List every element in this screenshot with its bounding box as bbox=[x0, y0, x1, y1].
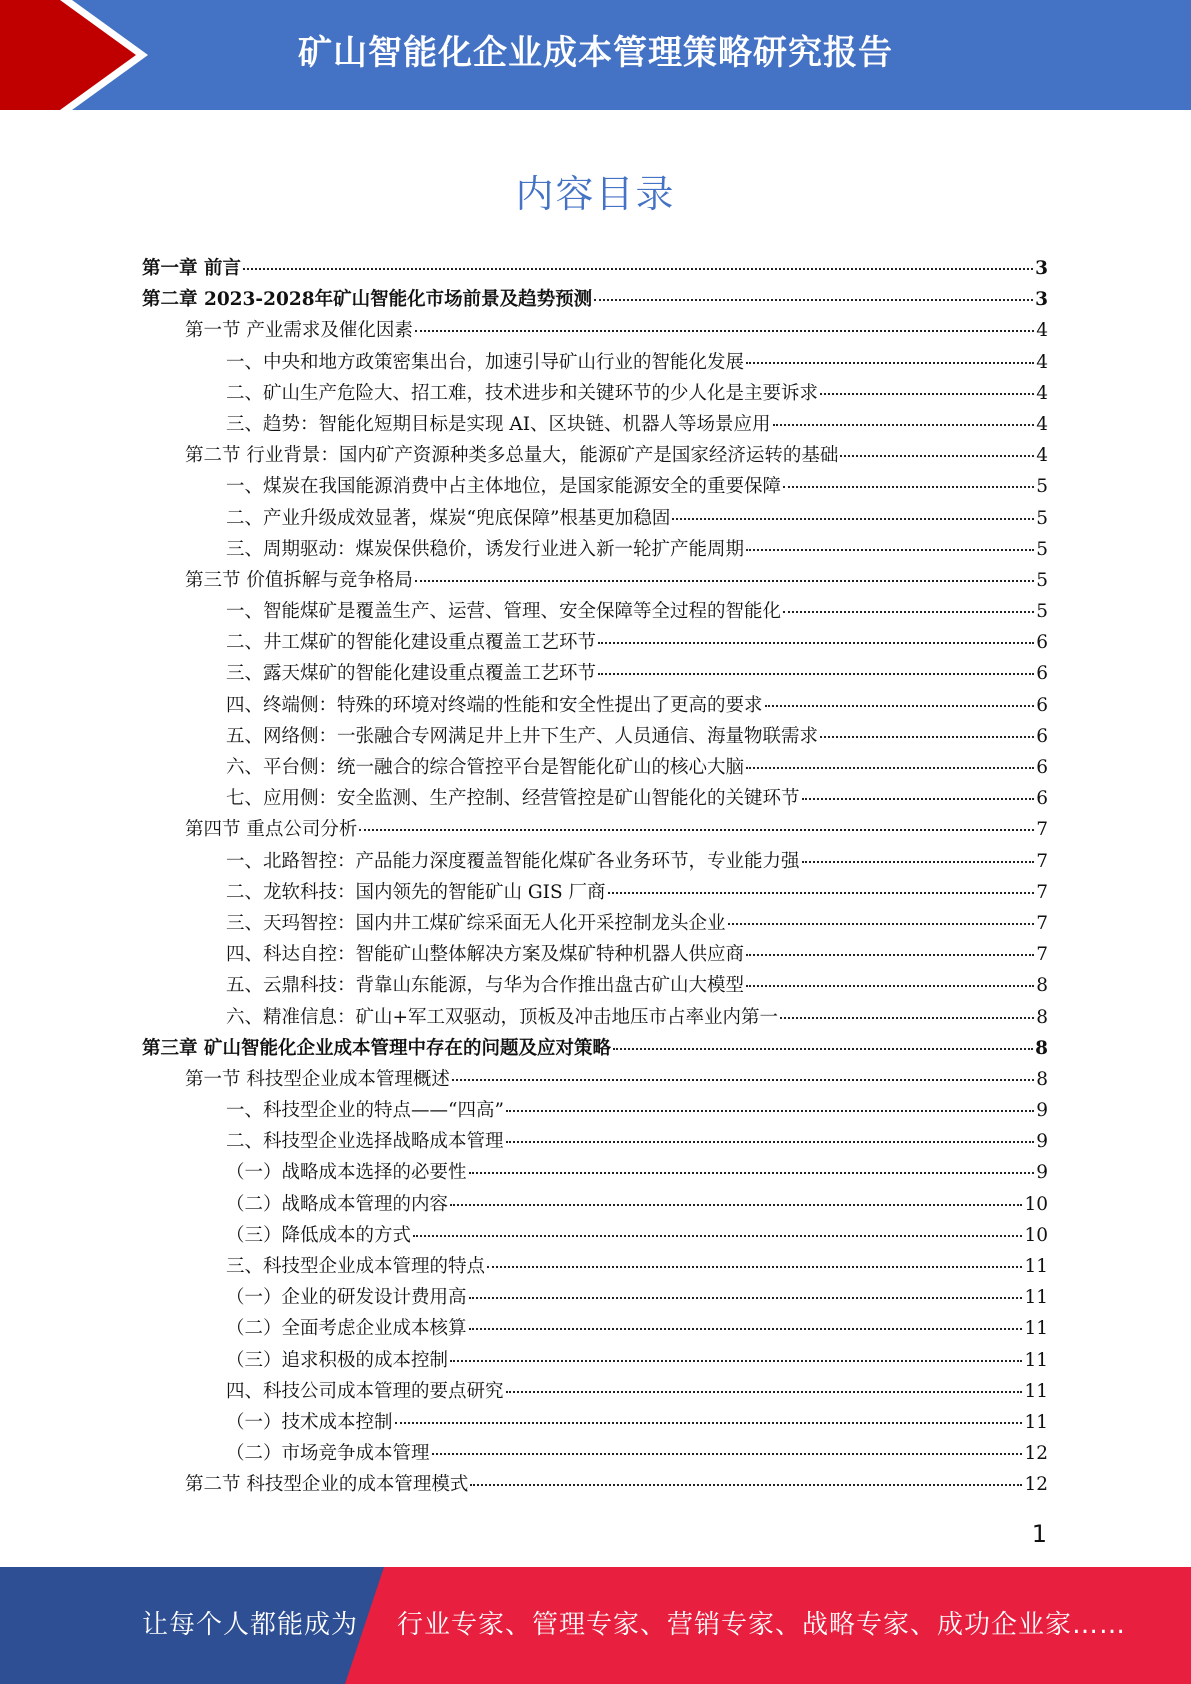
toc-entry[interactable] bbox=[142, 1064, 1048, 1095]
toc-entry-page: 5 bbox=[1036, 538, 1048, 560]
toc-dot-leader bbox=[469, 1327, 1023, 1330]
toc-entry-page: 4 bbox=[1036, 413, 1048, 435]
toc-dot-leader bbox=[450, 1203, 1022, 1206]
toc-entry-title: 第二节 行业背景：国内矿产资源种类多总量大，能源矿产是国家经济运转的基础 bbox=[185, 445, 839, 467]
toc-dot-leader bbox=[746, 984, 1034, 987]
toc-dot-leader bbox=[469, 1296, 1023, 1299]
toc-entry-title: 一、北路智控：产品能力深度覆盖智能化煤矿各业务环节，专业能力强 bbox=[226, 850, 800, 872]
toc-entry[interactable] bbox=[142, 846, 1048, 877]
toc-entry[interactable] bbox=[142, 347, 1048, 378]
toc-entry-page: 7 bbox=[1036, 819, 1048, 841]
toc-entry-page: 6 bbox=[1036, 632, 1048, 654]
toc-entry[interactable] bbox=[142, 503, 1048, 534]
toc-entry-title: 第一节 产业需求及催化因素 bbox=[185, 320, 413, 342]
toc-entry-page: 4 bbox=[1036, 320, 1048, 342]
toc-entry-title: 第一章 前言 bbox=[142, 258, 241, 279]
toc-entry[interactable] bbox=[142, 1282, 1048, 1313]
toc-entry[interactable] bbox=[142, 814, 1048, 845]
toc-entry-page: 6 bbox=[1036, 694, 1048, 716]
toc-entry-title: 五、网络侧：一张融合专网满足井上井下生产、人员通信、海量物联需求 bbox=[226, 725, 819, 747]
toc-dot-leader bbox=[746, 548, 1034, 551]
toc-dot-leader bbox=[746, 766, 1034, 769]
toc-entry-title: （二）市场竞争成本管理 bbox=[226, 1443, 430, 1465]
toc-entry-title: 一、智能煤矿是覆盖生产、运营、管理、安全保障等全过程的智能化 bbox=[226, 601, 782, 623]
toc-entry-page: 8 bbox=[1036, 975, 1048, 997]
toc-entry-title: 四、科达自控：智能矿山整体解决方案及煤矿特种机器人供应商 bbox=[226, 944, 745, 966]
toc-entry-page: 9 bbox=[1036, 1100, 1048, 1122]
toc-entry[interactable] bbox=[142, 565, 1048, 596]
toc-entry-title: 四、终端侧：特殊的环境对终端的性能和安全性提出了更高的要求 bbox=[226, 694, 763, 716]
toc-entry-page: 6 bbox=[1036, 788, 1048, 810]
toc-dot-leader bbox=[802, 797, 1035, 800]
toc-entry[interactable] bbox=[142, 471, 1048, 502]
toc-entry-page: 9 bbox=[1036, 1131, 1048, 1153]
toc-entry[interactable] bbox=[142, 1126, 1048, 1157]
toc-entry[interactable] bbox=[142, 970, 1048, 1001]
toc-entry-page: 7 bbox=[1036, 912, 1048, 934]
toc-entry[interactable] bbox=[142, 690, 1048, 721]
page-footer bbox=[0, 1567, 1191, 1684]
toc-entry-page: 10 bbox=[1024, 1193, 1048, 1215]
toc-dot-leader bbox=[594, 298, 1033, 301]
toc-entry[interactable] bbox=[142, 752, 1048, 783]
toc-entry[interactable] bbox=[142, 1095, 1048, 1126]
toc-entry-page: 5 bbox=[1036, 507, 1048, 529]
toc-dot-leader bbox=[506, 1140, 1035, 1143]
toc-entry-page: 6 bbox=[1036, 663, 1048, 685]
toc-dot-leader bbox=[243, 267, 1033, 270]
toc-entry-title: 一、中央和地方政策密集出台，加速引导矿山行业的智能化发展 bbox=[226, 351, 745, 373]
toc-entry-title: （三）追求积极的成本控制 bbox=[226, 1349, 449, 1371]
toc-entry-title: （一）技术成本控制 bbox=[226, 1411, 393, 1433]
toc-entry-title: 二、龙软科技：国内领先的智能矿山 GIS 厂商 bbox=[226, 881, 606, 903]
toc-entry-page: 12 bbox=[1024, 1443, 1048, 1465]
toc-entry-page: 5 bbox=[1036, 569, 1048, 591]
report-title: 矿山智能化企业成本管理策略研究报告 bbox=[298, 33, 893, 73]
toc-entry[interactable] bbox=[142, 1438, 1048, 1469]
toc-entry-title: 第一节 科技型企业成本管理概述 bbox=[185, 1068, 450, 1090]
toc-entry[interactable] bbox=[142, 1189, 1048, 1220]
toc-entry-page: 8 bbox=[1035, 1037, 1048, 1059]
toc-entry[interactable] bbox=[142, 440, 1048, 471]
toc-entry-page: 8 bbox=[1036, 1006, 1048, 1028]
toc-dot-leader bbox=[765, 704, 1035, 707]
toc-entry-title: 第四节 重点公司分析 bbox=[185, 819, 358, 841]
toc-entry-page: 11 bbox=[1024, 1411, 1048, 1433]
toc-entry-title: 六、精准信息：矿山+军工双驱动，顶板及冲击地压市占率业内第一 bbox=[226, 1006, 779, 1028]
toc-entry-title: 三、周期驱动：煤炭保供稳价，诱发行业进入新一轮扩产能周期 bbox=[226, 538, 745, 560]
toc-dot-leader bbox=[415, 579, 1034, 582]
toc-entry-title: 第二节 科技型企业的成本管理模式 bbox=[185, 1474, 469, 1496]
toc-entry-title: （一）战略成本选择的必要性 bbox=[226, 1162, 467, 1184]
page-number: 1 bbox=[1031, 1520, 1047, 1548]
toc-entry-page: 11 bbox=[1024, 1380, 1048, 1402]
toc-dot-leader bbox=[359, 828, 1034, 831]
toc-entry-page: 6 bbox=[1036, 725, 1048, 747]
toc-entry[interactable] bbox=[142, 1033, 1048, 1064]
toc-dot-leader bbox=[802, 860, 1035, 863]
toc-dot-leader bbox=[783, 485, 1034, 488]
toc-entry[interactable] bbox=[142, 1345, 1048, 1376]
toc-dot-leader bbox=[395, 1421, 1023, 1424]
toc-dot-leader bbox=[452, 1078, 1034, 1081]
toc-entry[interactable] bbox=[142, 1313, 1048, 1344]
toc-entry[interactable] bbox=[142, 1220, 1048, 1251]
toc-entry-title: 二、井工煤矿的智能化建设重点覆盖工艺环节 bbox=[226, 632, 597, 654]
toc-entry-title: 第三章 矿山智能化企业成本管理中存在的问题及应对策略 bbox=[142, 1037, 611, 1059]
toc-entry-page: 11 bbox=[1024, 1287, 1048, 1309]
toc-entry-page: 3 bbox=[1035, 289, 1048, 311]
footer-slogan-right: 行业专家、管理专家、营销专家、战略专家、成功企业家…… bbox=[397, 1610, 1127, 1640]
toc-entry-title: 第三节 价值拆解与竞争格局 bbox=[185, 569, 413, 591]
toc-dot-leader bbox=[820, 735, 1034, 738]
toc-dot-leader bbox=[783, 610, 1034, 613]
toc-entry-title: 五、云鼎科技：背靠山东能源，与华为合作推出盘古矿山大模型 bbox=[226, 975, 745, 997]
toc-dot-leader bbox=[780, 1016, 1034, 1019]
toc-dot-leader bbox=[469, 1171, 1035, 1174]
toc-entry-page: 8 bbox=[1036, 1068, 1048, 1090]
toc-entry[interactable] bbox=[142, 409, 1048, 440]
toc-entry-title: 二、矿山生产危险大、招工难，技术进步和关键环节的少人化是主要诉求 bbox=[226, 382, 819, 404]
toc-entry-title: 二、产业升级成效显著，煤炭“兜底保障”根基更加稳固 bbox=[226, 507, 671, 529]
toc-entry-title: 二、科技型企业选择战略成本管理 bbox=[226, 1131, 504, 1153]
toc-entry-title: 一、科技型企业的特点——“四高” bbox=[226, 1100, 504, 1122]
toc-entry-page: 3 bbox=[1035, 258, 1048, 279]
toc-entry[interactable] bbox=[142, 1002, 1048, 1033]
toc-dot-leader bbox=[608, 891, 1035, 894]
toc-dot-leader bbox=[487, 1265, 1022, 1268]
toc-dot-leader bbox=[598, 641, 1034, 644]
toc-entry-page: 4 bbox=[1036, 382, 1048, 404]
toc-entry-page: 11 bbox=[1024, 1318, 1048, 1340]
toc-entry-page: 6 bbox=[1036, 757, 1048, 778]
toc-dot-leader bbox=[470, 1483, 1022, 1486]
toc-entry-page: 7 bbox=[1036, 850, 1048, 872]
toc-entry[interactable] bbox=[142, 658, 1048, 689]
toc-entry-page: 11 bbox=[1024, 1256, 1048, 1277]
toc-entry-title: 三、趋势：智能化短期目标是实现 AI、区块链、机器人等场景应用 bbox=[226, 413, 771, 435]
toc-entry[interactable] bbox=[142, 1376, 1048, 1407]
toc-entry-title: 七、应用侧：安全监测、生产控制、经营管控是矿山智能化的关键环节 bbox=[226, 788, 800, 810]
toc-dot-leader bbox=[613, 1047, 1033, 1050]
toc-entry[interactable] bbox=[142, 315, 1048, 346]
toc-entry[interactable] bbox=[142, 378, 1048, 409]
toc-dot-leader bbox=[672, 517, 1034, 520]
toc-dot-leader bbox=[746, 361, 1034, 364]
toc-entry-title: 三、露天煤矿的智能化建设重点覆盖工艺环节 bbox=[226, 663, 597, 685]
toc-entry[interactable] bbox=[142, 939, 1048, 970]
toc-entry[interactable] bbox=[142, 627, 1048, 658]
toc-dot-leader bbox=[840, 454, 1034, 457]
toc-entry-title: 一、煤炭在我国能源消费中占主体地位，是国家能源安全的重要保障 bbox=[226, 476, 782, 498]
table-of-contents bbox=[142, 253, 1048, 1501]
toc-entry-page: 4 bbox=[1036, 351, 1048, 373]
toc-entry[interactable] bbox=[142, 908, 1048, 939]
toc-dot-leader bbox=[773, 423, 1035, 426]
toc-entry-page: 9 bbox=[1036, 1162, 1048, 1184]
toc-entry[interactable] bbox=[142, 253, 1048, 284]
toc-entry[interactable] bbox=[142, 284, 1048, 315]
toc-entry[interactable] bbox=[142, 1407, 1048, 1438]
toc-entry[interactable] bbox=[142, 1469, 1048, 1500]
toc-entry-page: 5 bbox=[1036, 601, 1048, 623]
toc-entry-page: 12 bbox=[1024, 1474, 1048, 1496]
toc-entry-title: 六、平台侧：统一融合的综合管控平台是智能化矿山的核心大脑 bbox=[226, 757, 745, 778]
toc-dot-leader bbox=[598, 672, 1034, 675]
toc-entry[interactable] bbox=[142, 1157, 1048, 1188]
toc-entry-page: 7 bbox=[1036, 881, 1048, 903]
toc-entry[interactable] bbox=[142, 721, 1048, 752]
toc-entry-title: 三、天玛智控：国内井工煤矿综采面无人化开采控制龙头企业 bbox=[226, 912, 726, 934]
toc-entry-title: （三）降低成本的方式 bbox=[226, 1224, 412, 1246]
toc-entry-title: 四、科技公司成本管理的要点研究 bbox=[226, 1380, 504, 1402]
toc-entry[interactable] bbox=[142, 1251, 1048, 1282]
toc-entry[interactable] bbox=[142, 534, 1048, 565]
toc-entry-page: 11 bbox=[1024, 1349, 1048, 1371]
toc-entry[interactable] bbox=[142, 596, 1048, 627]
toc-entry[interactable] bbox=[142, 783, 1048, 814]
toc-entry-page: 4 bbox=[1036, 445, 1048, 467]
toc-entry-title: （二）全面考虑企业成本核算 bbox=[226, 1318, 467, 1340]
toc-heading: 内容目录 bbox=[515, 172, 676, 216]
toc-dot-leader bbox=[432, 1452, 1023, 1455]
toc-entry-title: （二）战略成本管理的内容 bbox=[226, 1193, 449, 1215]
toc-entry-title: （一）企业的研发设计费用高 bbox=[226, 1287, 467, 1309]
toc-dot-leader bbox=[820, 392, 1034, 395]
toc-entry-title: 第二章 2023-2028年矿山智能化市场前景及趋势预测 bbox=[142, 289, 593, 311]
page-header bbox=[0, 0, 1191, 110]
toc-dot-leader bbox=[728, 922, 1035, 925]
footer-slogan-left: 让每个人都能成为 bbox=[142, 1610, 359, 1640]
toc-entry-page: 5 bbox=[1036, 476, 1048, 498]
toc-entry-page: 10 bbox=[1024, 1224, 1048, 1246]
toc-dot-leader bbox=[506, 1109, 1034, 1112]
toc-dot-leader bbox=[415, 329, 1034, 332]
toc-dot-leader bbox=[450, 1359, 1022, 1362]
toc-entry-title: 三、科技型企业成本管理的特点 bbox=[226, 1256, 486, 1277]
toc-entry[interactable] bbox=[142, 877, 1048, 908]
toc-entry-page: 7 bbox=[1036, 944, 1048, 966]
toc-dot-leader bbox=[506, 1390, 1023, 1393]
toc-dot-leader bbox=[746, 953, 1034, 956]
toc-dot-leader bbox=[413, 1234, 1022, 1237]
